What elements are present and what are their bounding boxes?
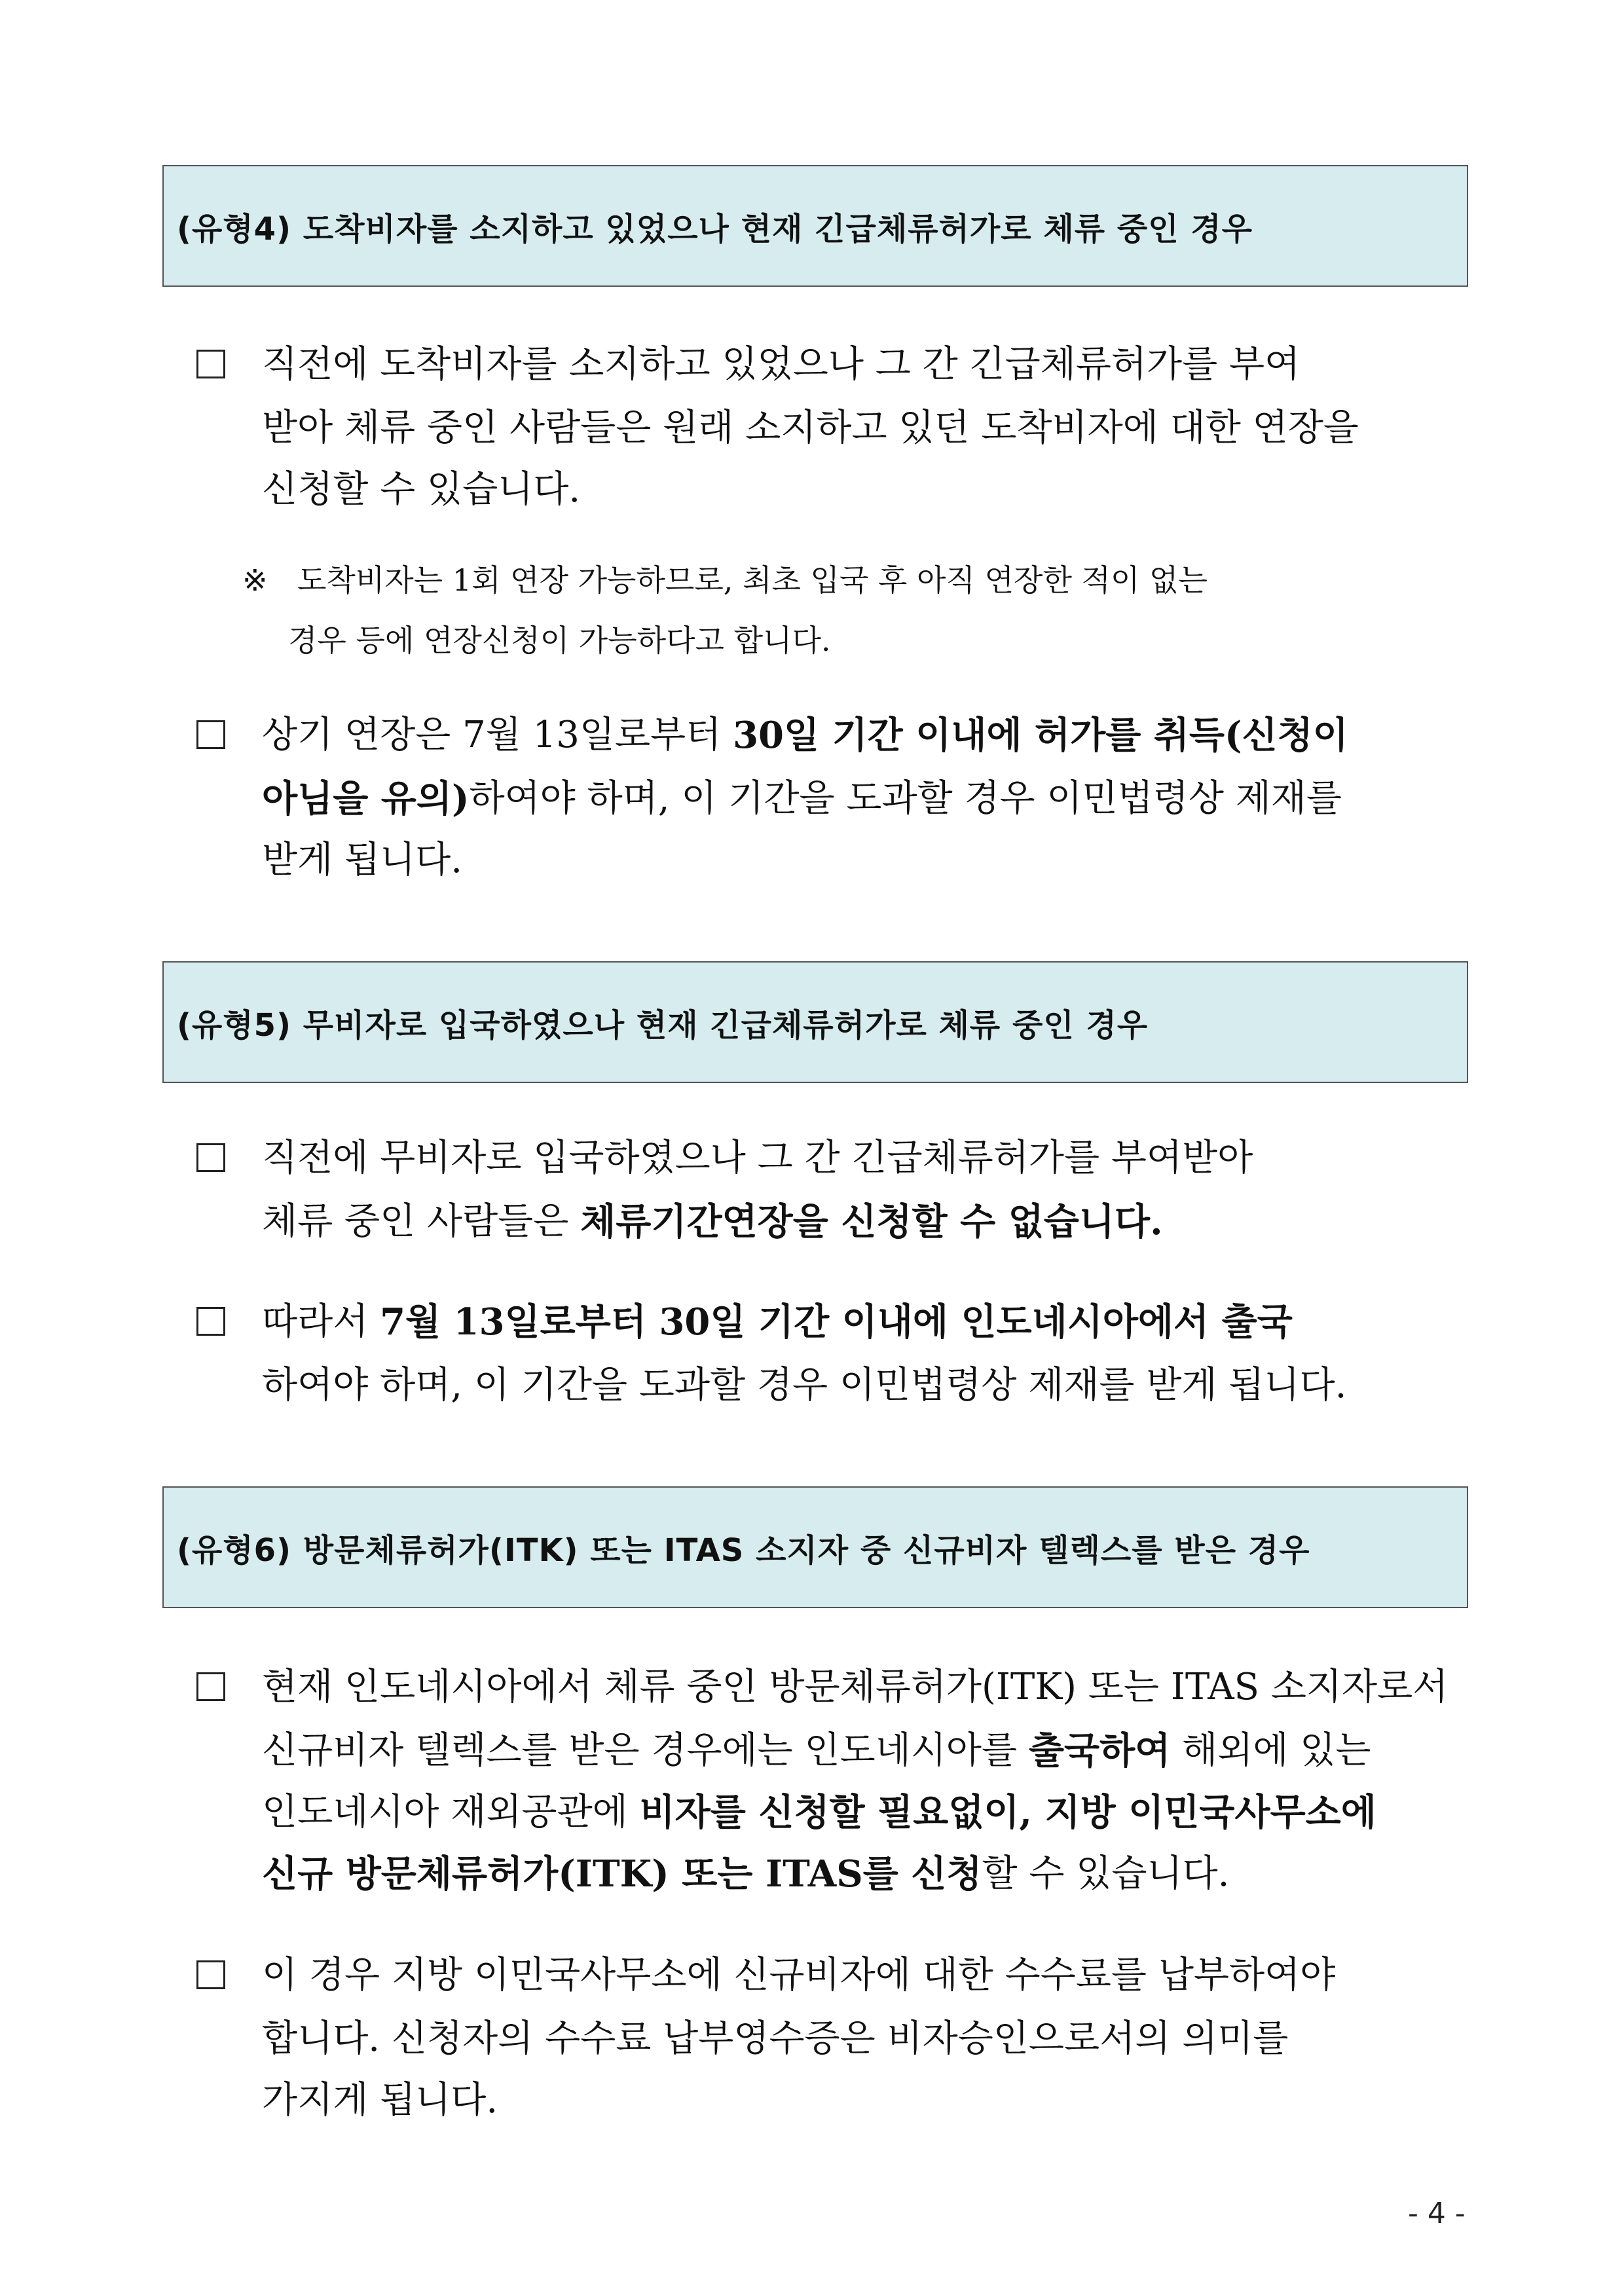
paragraph-emphasis: 30일 기간 이내에 허가를 취득(신청이 (733, 714, 1348, 757)
paragraph-line: 가지게 됩니다. (262, 2079, 498, 2121)
paragraph-emphasis: 출국하여 (1028, 1729, 1171, 1772)
note-line: 도착비자는 1회 연장 가능하므로, 최초 입국 후 아직 연장한 적이 없는 (297, 562, 1208, 598)
paragraph-line: 직전에 무비자로 입국하였으나 그 간 긴급체류허가를 부여받아 (262, 1137, 1253, 1179)
note-type4 (242, 550, 1468, 670)
paragraph-text: 하여야 하며, 이 기간을 도과할 경우 이민법령상 제재를 (469, 777, 1342, 820)
checkbox-bullet-icon (196, 1307, 225, 1336)
checkbox-bullet-icon (196, 1672, 225, 1701)
paragraph-text: 상기 연장은 7월 13일로부터 (262, 714, 733, 756)
paragraph-type5-1 (196, 1128, 1468, 1253)
paragraph-line: 받아 체류 중인 사람들은 원래 소지하고 있던 도착비자에 대한 연장을 (262, 407, 1359, 449)
paragraph-line: 현재 인도네시아에서 체류 중인 방문체류허가(ITK) 또는 ITAS 소지자로서 (262, 1666, 1449, 1708)
paragraph-emphasis: 비자를 신청할 필요없이, 지방 이민국사무소에 (639, 1791, 1376, 1834)
paragraph-text: 할 수 있습니다. (982, 1852, 1230, 1895)
paragraph-text: 체류 중인 사람들은 (262, 1200, 581, 1243)
paragraph-type6-2 (196, 1945, 1468, 2131)
checkbox-bullet-icon (196, 720, 225, 749)
paragraph-emphasis: 신규 방문체류허가(ITK) 또는 ITAS를 신청 (262, 1852, 982, 1896)
paragraph-emphasis: 체류기간연장을 신청할 수 없습니다. (580, 1200, 1163, 1243)
paragraph-emphasis: 아님을 유의) (262, 777, 470, 820)
note-line: 경우 등에 연장신청이 가능하다고 합니다. (288, 623, 831, 658)
section-heading-type5 (162, 961, 1468, 1083)
paragraph-line: 직전에 도착비자를 소지하고 있었으나 그 간 긴급체류허가를 부여 (262, 343, 1301, 386)
paragraph-text: 인도네시아 재외공관에 (262, 1791, 640, 1833)
checkbox-bullet-icon (196, 350, 225, 378)
paragraph-line: 이 경우 지방 이민국사무소에 신규비자에 대한 수수료를 납부하여야 (262, 1954, 1336, 1996)
paragraph-line: 받게 됩니다. (262, 839, 463, 881)
paragraph-text: 해외에 있는 (1170, 1729, 1371, 1772)
paragraph-text: 따라서 (262, 1300, 380, 1343)
paragraph-type4-2 (196, 705, 1468, 891)
reference-mark-icon: ※ (242, 562, 268, 598)
section-heading-type4 (162, 165, 1468, 287)
section-heading-type5-text: (유형5) 무비자로 입국하였으나 현재 긴급체류허가로 체류 중인 경우 (177, 1006, 1149, 1044)
paragraph-text: 신규비자 텔렉스를 받은 경우에는 인도네시아를 (262, 1729, 1029, 1772)
paragraph-type5-2 (196, 1291, 1468, 1416)
paragraph-line: 합니다. 신청자의 수수료 납부영수증은 비자승인으로서의 의미를 (262, 2017, 1289, 2060)
paragraph-type6-1 (196, 1657, 1468, 1905)
paragraph-line: 신청할 수 있습니다. (262, 468, 581, 511)
section-heading-type4-text: (유형4) 도착비자를 소지하고 있었으나 현재 긴급체류허가로 체류 중인 경우 (177, 210, 1253, 248)
paragraph-type4-1 (196, 334, 1468, 521)
page-number: - 4 - (1408, 2197, 1466, 2230)
paragraph-emphasis: 7월 13일로부터 30일 기간 이내에 인도네시아에서 출국 (380, 1300, 1293, 1344)
section-heading-type6-text: (유형6) 방문체류허가(ITK) 또는 ITAS 소지자 중 신규비자 텔렉스를 받은 경우 (177, 1532, 1310, 1569)
section-heading-type6 (162, 1486, 1468, 1608)
checkbox-bullet-icon (196, 1960, 225, 1989)
checkbox-bullet-icon (196, 1143, 225, 1172)
paragraph-line: 하여야 하며, 이 기간을 도과할 경우 이민법령상 제재를 받게 됩니다. (262, 1364, 1347, 1406)
